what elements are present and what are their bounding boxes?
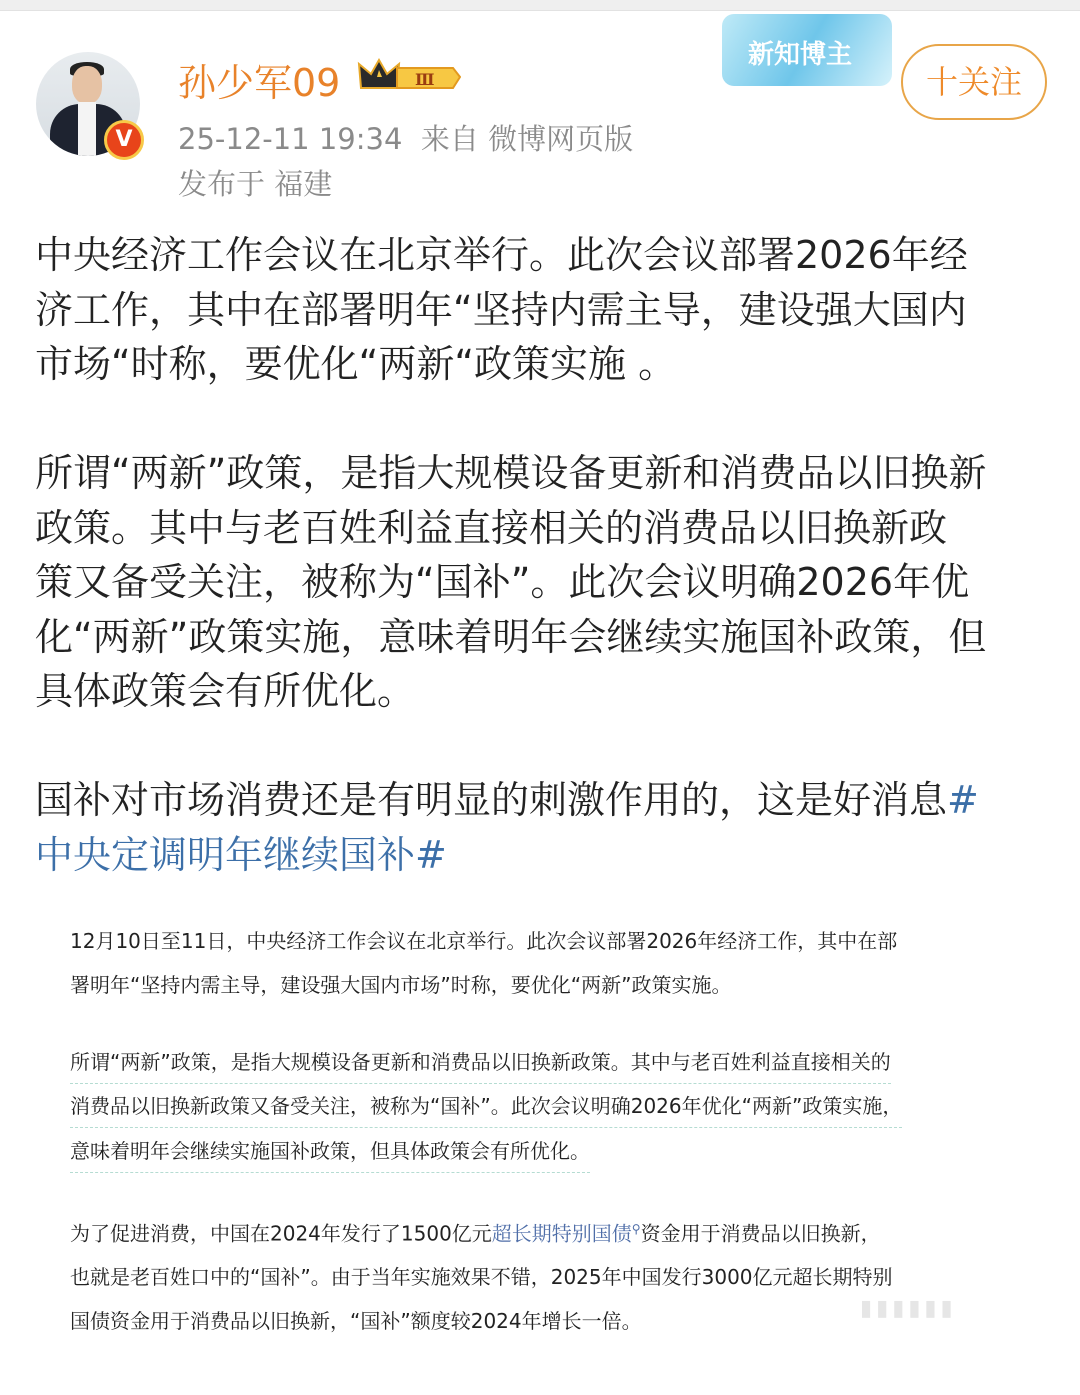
text-line: 国补对市场消费还是有明显的刺激作用的，这是好消息 <box>35 778 948 822</box>
text-line: 消费品以旧换新政策又备受关注，被称为“国补”。此次会议明确2026年优化“两新”政策实施， <box>70 1085 902 1128</box>
search-icon: ⚲ <box>631 1221 641 1236</box>
verified-badge-icon: V <box>104 120 144 160</box>
post-meta <box>178 117 633 158</box>
text-line: 也就是老百姓口中的“国补”。由于当年实施效果不错，2025年中国发行3000亿元超长期特别 <box>70 1265 893 1290</box>
post-paragraph <box>35 773 1055 882</box>
follow-button[interactable]: 十关注 <box>901 44 1047 120</box>
author-name[interactable]: 孙少军09 <box>178 61 341 105</box>
post-paragraph <box>35 446 1055 719</box>
hashtag-link[interactable]: 中央定调明年继续国补# <box>35 832 447 877</box>
text-line: 市场“时称，要优化“两新“政策实施 。 <box>35 342 677 386</box>
post-source[interactable]: 来自 微博网页版 <box>420 122 634 156</box>
new-knowledge-blogger-banner[interactable]: 新知博主 <box>722 14 892 86</box>
crown-level-badge-icon <box>357 58 461 96</box>
text-line: 12月10日至11日，中央经济工作会议在北京举行。此次会议部署2026年经济工作，其中在部 <box>70 929 898 953</box>
text-line: 资金用于消费品以旧换新， <box>640 1221 881 1246</box>
image-paragraph <box>70 920 1030 1008</box>
text-line: 所谓“两新”政策，是指大规模设备更新和消费品以旧换新政策。其中与老百姓利益直接相关的 <box>70 1041 891 1084</box>
text-line: 国债资金用于消费品以旧换新，“国补”额度较2024年增长一倍。 <box>70 1309 642 1334</box>
hashtag-link[interactable]: # <box>947 778 979 822</box>
svg-text:Ⅲ: Ⅲ <box>415 70 435 89</box>
post-text <box>35 228 1055 937</box>
post-paragraph <box>35 228 1055 392</box>
watermark: ▮▮▮▮▮▮ <box>860 1296 957 1321</box>
top-bar <box>0 0 1080 11</box>
timestamp: 25-12-11 19:34 <box>178 122 403 156</box>
post-location: 发布于 福建 <box>178 167 333 201</box>
text-line: 具体政策会有所优化。 <box>35 669 416 713</box>
text-line: 意味着明年会继续实施国补政策，但具体政策会有所优化。 <box>70 1130 590 1173</box>
text-line: 化“两新”政策实施，意味着明年会继续实施国补政策，但 <box>35 614 987 659</box>
text-line: 署明年“坚持内需主导，建设强大国内市场”时称，要优化“两新”政策实施。 <box>70 972 732 997</box>
text-line: 中央经济工作会议在北京举行。此次会议部署2026年经 <box>35 233 968 277</box>
text-line: 所谓“两新”政策，是指大规模设备更新和消费品以旧换新 <box>35 451 987 495</box>
text-line: 济工作，其中在部署明年“坚持内需主导，建设强大国内 <box>35 287 967 332</box>
bond-link: 超长期特别国债 <box>491 1221 632 1246</box>
text-line: 为了促进消费，中国在2024年发行了1500亿元 <box>70 1221 492 1246</box>
image-paragraph <box>70 1041 1030 1175</box>
text-line: 策又备受关注，被称为“国补”。此次会议明确2026年优 <box>35 560 970 604</box>
text-line: 政策。其中与老百姓利益直接相关的消费品以旧换新政 <box>35 505 948 550</box>
